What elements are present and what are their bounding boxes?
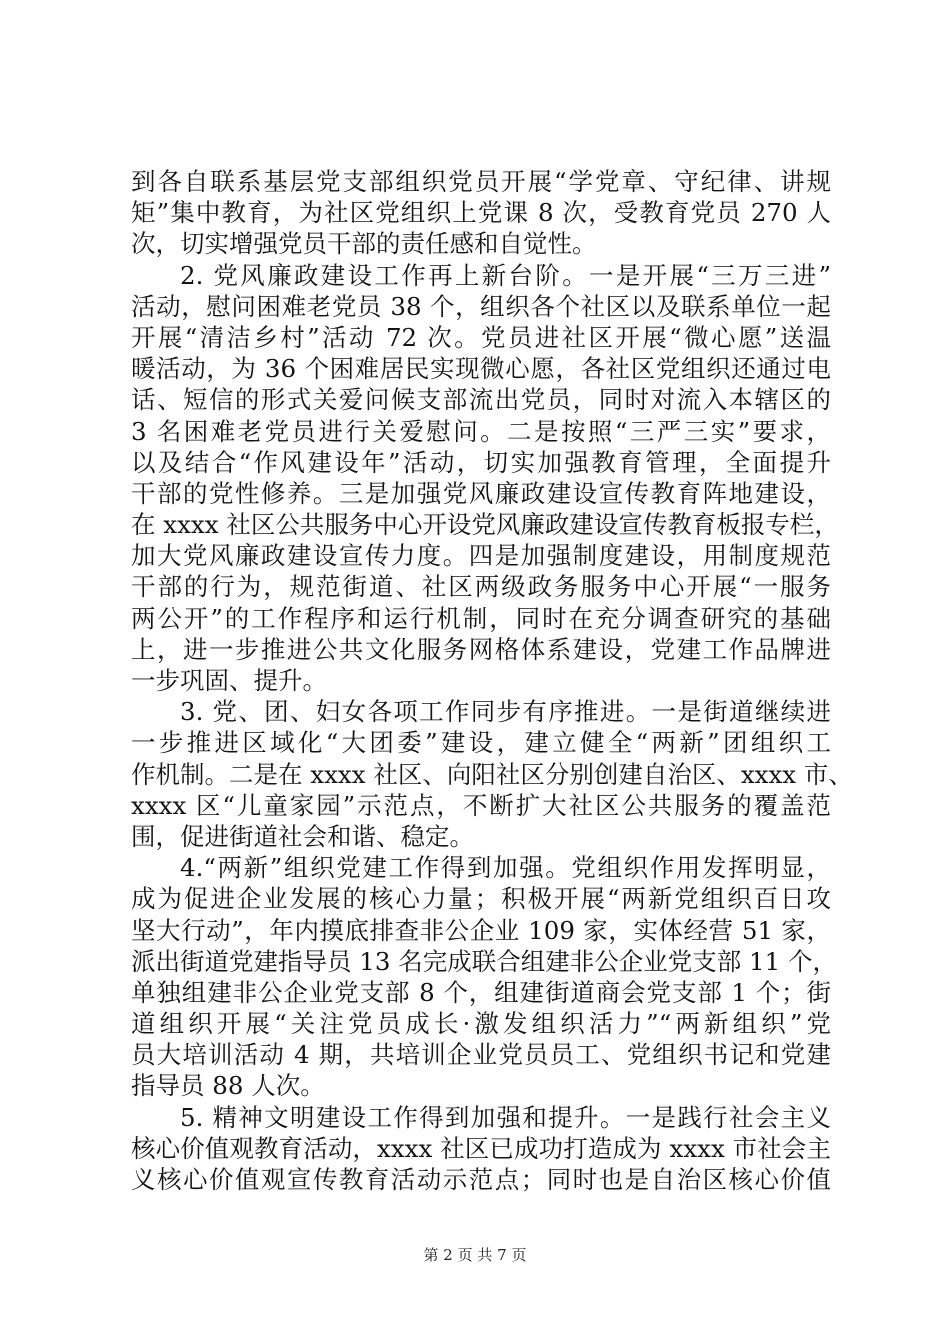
text-line: 到各自联系基层党支部组织党员开展“学党章、守纪律、讲规 [131,167,831,196]
text-line: 暖活动，为 36 个困难居民实现微心愿，各社区党组织还通过电 [131,354,831,384]
text-line: 干部的党性修养。三是加强党风廉政建设宣传教育阵地建设， [131,478,831,508]
text-line: xxxx 区“儿童家园”示范点，不断扩大社区公共服务的覆盖范 [131,790,831,820]
text-line: 一步巩固、提升。 [131,666,327,695]
text-line: 次，切实增强党员干部的责任感和自觉性。 [131,229,597,259]
text-line: 两公开”的工作程序和运行机制，同时在充分调查研究的基础 [131,603,831,633]
text-line: 3. 党、团、妇女各项工作同步有序推进。一是街道继续进 [180,697,831,727]
page-footer: 第 2 页 共 7 页 [423,1246,527,1264]
text-line: 矩”集中教育，为社区党组织上党课 8 次，受教育党员 270 人 [131,198,831,228]
text-line: 加大党风廉政建设宣传力度。四是加强制度建设，用制度规范 [131,541,831,571]
text-line: 围，促进街道社会和谐、稳定。 [131,821,474,851]
text-line: 核心价值观教育活动，xxxx 社区已成功打造成为 xxxx 市社会主 [131,1133,831,1163]
text-line: 活动，慰问困难老党员 38 个，组织各个社区以及联系单位一起 [131,291,831,321]
text-line: 4.“两新”组织党建工作得到加强。党组织作用发挥明显， [180,853,831,883]
text-line: 3 名困难老党员进行关爱慰问。二是按照“三严三实”要求， [131,416,831,446]
text-line: 员大培训活动 4 期，共培训企业党员员工、党组织书记和党建 [131,1040,831,1070]
text-line: 话、短信的形式关爱问候支部流出党员，同时对流入本辖区的 [131,385,831,415]
text-line: 派出街道党建指导员 13 名完成联合组建非公企业党支部 11 个， [131,946,837,976]
text-line: 作机制。二是在 xxxx 社区、向阳社区分别创建自治区、xxxx 市、 [131,759,853,789]
text-line: 道组织开展“关注党员成长·激发组织活力”“两新组织”党 [131,1009,831,1039]
text-line: 义核心价值观宣传教育活动示范点；同时也是自治区核心价值 [131,1165,831,1194]
text-line: 以及结合“作风建设年”活动，切实加强教育管理，全面提升 [131,447,831,477]
text-line: 上，进一步推进公共文化服务网格体系建设，党建工作品牌进 [131,634,831,664]
text-line: 指导员 88 人次。 [131,1071,325,1101]
document-body [131,166,853,1195]
text-line: 干部的行为，规范街道、社区两级政务服务中心开展“一服务 [131,572,831,602]
text-line: 在 xxxx 社区公共服务中心开设党风廉政建设宣传教育板报专栏， [131,510,839,540]
text-line: 开展“清洁乡村”活动 72 次。党员进社区开展“微心愿”送温 [131,322,831,352]
text-line: 一步推进区域化“大团委”建设，建立健全“两新”团组织工 [131,728,831,758]
text-line: 坚大行动”，年内摸底排查非公企业 109 家，实体经营 51 家， [131,915,831,945]
text-line: 成为促进企业发展的核心力量；积极开展“两新党组织百日攻 [131,884,831,914]
text-line: 2. 党风廉政建设工作再上新台阶。一是开展“三万三进” [180,260,831,290]
text-line: 5. 精神文明建设工作得到加强和提升。一是践行社会主义 [180,1102,831,1132]
text-line: 单独组建非公企业党支部 8 个，组建街道商会党支部 1 个；街 [131,977,831,1007]
